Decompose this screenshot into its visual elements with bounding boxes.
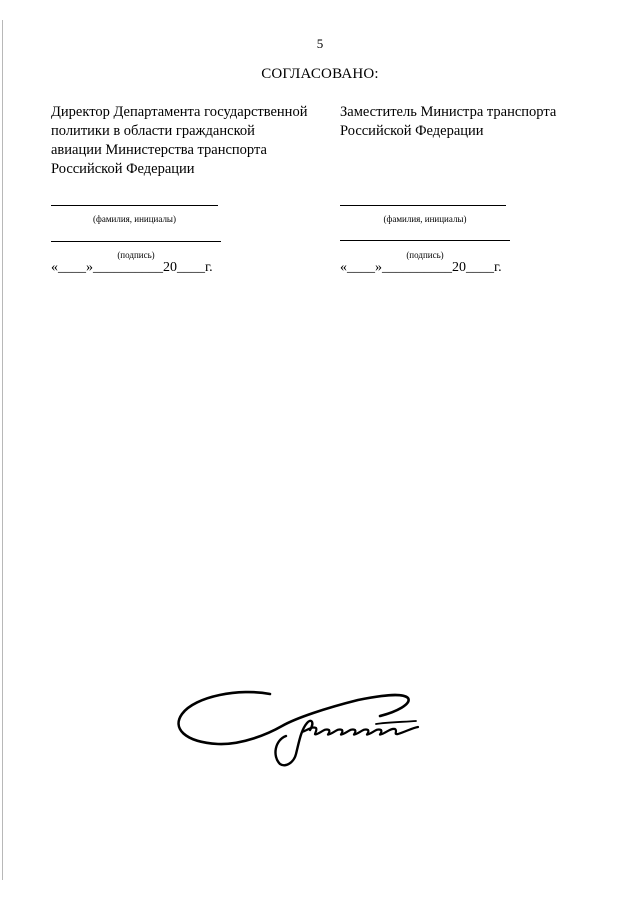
right-signature-caption: (подпись) bbox=[406, 250, 444, 260]
page-number: 5 bbox=[316, 36, 324, 51]
left-date-line: «____»__________20____г. bbox=[51, 260, 213, 275]
page-scan-edge bbox=[2, 20, 3, 880]
right-name-line bbox=[340, 205, 506, 206]
left-signature-line bbox=[51, 241, 221, 242]
left-name-line bbox=[51, 205, 218, 206]
handwritten-signature bbox=[170, 680, 430, 780]
left-name-caption: (фамилия, инициалы) bbox=[93, 214, 176, 224]
left-signature-caption: (подпись) bbox=[117, 250, 155, 260]
right-name-caption: (фамилия, инициалы) bbox=[383, 214, 467, 224]
right-date-line: «____»__________20____г. bbox=[340, 260, 502, 275]
right-signatory-title: Заместитель Министра транспорта Российской Федерации bbox=[340, 104, 557, 139]
right-signature-line bbox=[340, 240, 510, 241]
approval-heading: СОГЛАСОВАНО: bbox=[261, 66, 379, 82]
left-signatory-title: Директор Департамента государственной политики в области гражданской авиации Министерства транспорта Российской Федерации bbox=[51, 104, 308, 177]
